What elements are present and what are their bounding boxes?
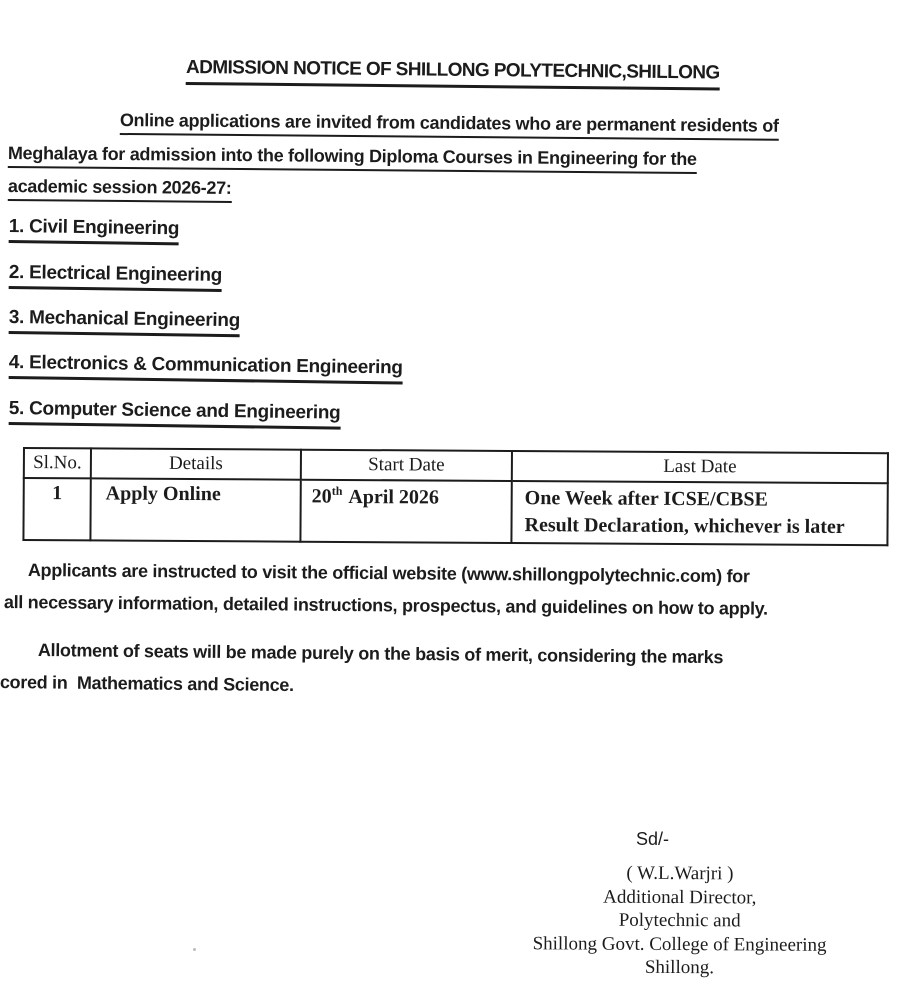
website-para-line-1: Applicants are instructed to visit the official website (www.shillongpolytechnic.com) for bbox=[27, 560, 750, 587]
col-header-last-date: Last Date bbox=[512, 451, 888, 483]
course-item-mechanical: 3. Mechanical Engineering bbox=[9, 307, 240, 337]
col-header-sl-no: Sl.No. bbox=[24, 448, 91, 478]
admission-schedule-table bbox=[22, 447, 889, 546]
admission-schedule-table-wrap bbox=[22, 447, 889, 546]
cell-last-date bbox=[511, 481, 887, 545]
col-header-details: Details bbox=[91, 448, 301, 479]
intro-line-1: Online applications are invited from candidates who are permanent residents of bbox=[120, 110, 779, 141]
cell-start-date bbox=[300, 480, 511, 543]
start-date-rest: April 2026 bbox=[348, 485, 440, 509]
signature-designation-2: Polytechnic and bbox=[618, 909, 741, 932]
scan-speck bbox=[193, 948, 196, 951]
col-header-start-date: Start Date bbox=[301, 450, 512, 481]
intro-line-3: academic session 2026-27: bbox=[8, 176, 232, 203]
signature-designation-3: Shillong Govt. College of Engineering bbox=[532, 932, 827, 956]
merit-para-line-2: cored in Mathematics and Science. bbox=[0, 672, 294, 696]
last-date-line-2: Result Declaration, whichever is later bbox=[524, 514, 845, 539]
signature-block bbox=[479, 861, 880, 981]
cell-details: Apply Online bbox=[90, 478, 300, 541]
signature-designation-1: Additional Director, bbox=[603, 886, 757, 908]
notice-title-wrap bbox=[0, 55, 906, 92]
course-item-ece: 4. Electronics & Communication Engineering bbox=[9, 352, 403, 384]
website-para-line-2: all necessary information, detailed instructions, prospectus, and guidelines on how to apply. bbox=[3, 592, 768, 619]
table-row bbox=[23, 478, 887, 545]
cell-sl-no: 1 bbox=[23, 478, 90, 540]
merit-para-line-1: Allotment of seats will be made purely on the basis of merit, considering the marks bbox=[37, 640, 724, 668]
signature-name: ( W.L.Warjri ) bbox=[626, 862, 734, 885]
last-date-line-1: One Week after ICSE/CBSE bbox=[524, 487, 768, 511]
start-date-day: 20 bbox=[311, 485, 332, 508]
course-item-electrical: 2. Electrical Engineering bbox=[9, 262, 223, 292]
course-item-civil: 1. Civil Engineering bbox=[9, 216, 180, 245]
notice-title: ADMISSION NOTICE OF SHILLONG POLYTECHNIC,SHILLONG bbox=[186, 57, 720, 91]
signature-sd: Sd/- bbox=[636, 829, 670, 849]
start-date-ordinal: th bbox=[331, 483, 343, 498]
signature-place: Shillong. bbox=[644, 956, 715, 979]
course-item-cse: 5. Computer Science and Engineering bbox=[9, 398, 341, 430]
intro-line-2: Meghalaya for admission into the following Diploma Courses in Engineering for the bbox=[8, 143, 697, 174]
